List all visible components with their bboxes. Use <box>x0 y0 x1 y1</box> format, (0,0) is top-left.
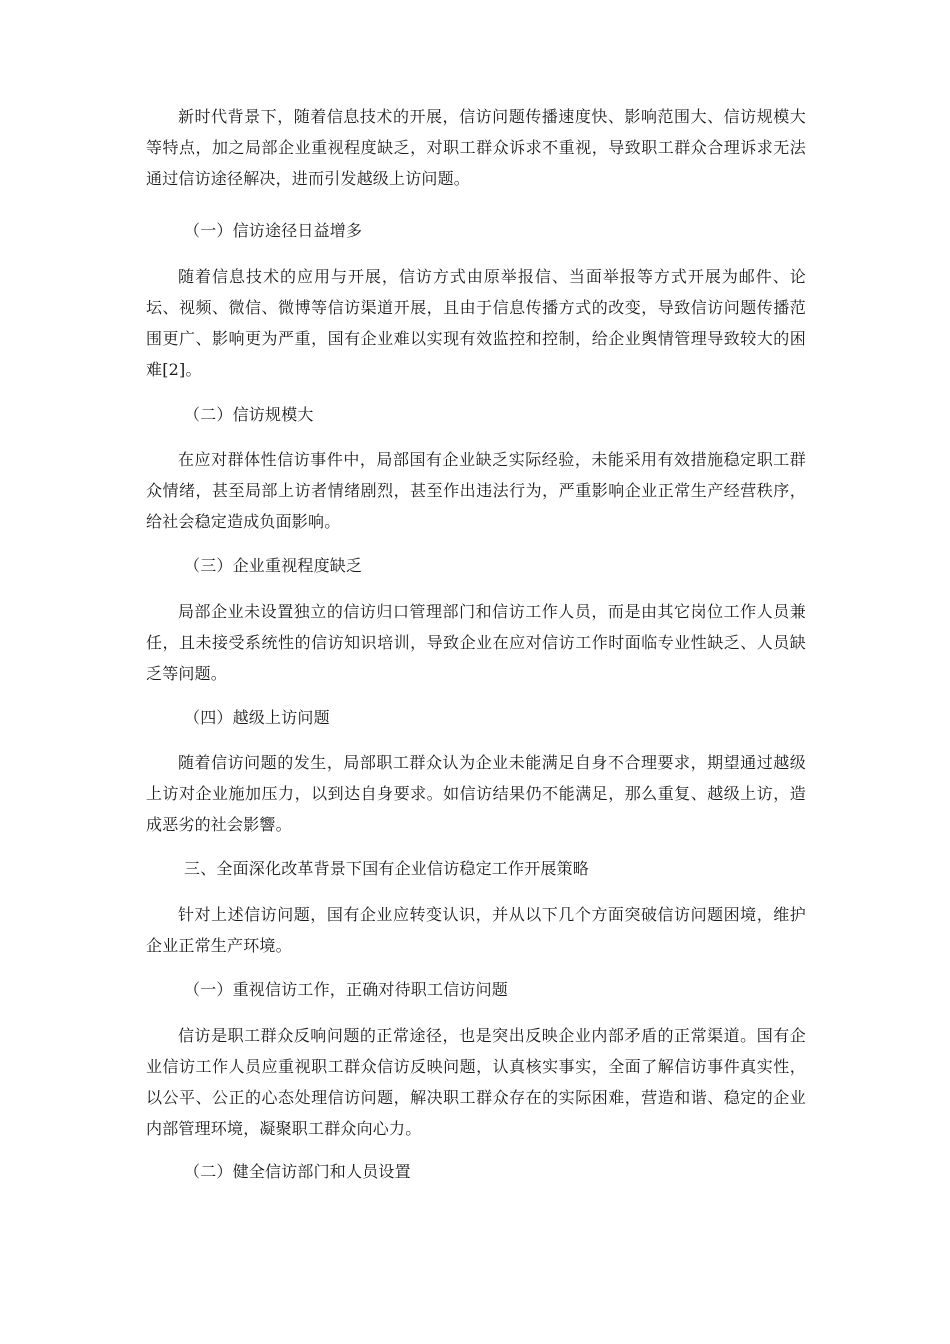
paragraph-leapfrog-petition: 随着信访问题的发生，局部职工群众认为企业未能满足自身不合理要求，期望通过越级上访对企业施加压力，以到达自身要求。如信访结果仍不能满足，那么重复、越级上访，造成恶劣的社会影響。 <box>146 753 806 834</box>
section-heading-strategies: 三、全面深化改革背景下国有企业信访稳定工作开展策略 <box>184 859 590 878</box>
paragraph-value-petition-work: 信访是职工群众反响问题的正常途径，也是突出反映企业内部矛盾的正常渠道。国有企业信访工作人员应重视职工群众信访反映问题，认真核实事实，全面了解信访事件真实性，以公平、公正的心态处理信访问题，解决职工群众存在的实际困难，营造和谐、稳定的企业内部管理环境，凝聚职工群众向心力。 <box>146 1026 806 1138</box>
paragraph-channels-increase: 随着信息技术的应用与开展，信访方式由原举报信、当面举报等方式开展为邮件、论坛、视频、微信、微博等信访渠道开展，且由于信息传播方式的改变，导致信访问题传播范围更广、影响更为严重，国有企业难以实现有效监控和控制，给企业舆情管理导致较大的困难[2]。 <box>146 267 806 379</box>
paragraph-large-scale: 在应对群体性信访事件中，局部国有企业缺乏实际经验，未能采用有效措施稳定职工群众情绪，甚至局部上访者情绪剧烈，甚至作出违法行为，严重影响企业正常生产经营秩序，给社会稳定造成负面影响。 <box>146 450 806 531</box>
heading-channels-increase: （一）信访途径日益增多 <box>184 221 363 240</box>
heading-leapfrog-petition: （四）越级上访问题 <box>184 708 330 727</box>
heading-large-scale: （二）信访规模大 <box>184 405 314 424</box>
paragraph-strategies-intro: 针对上述信访问题，国有企业应转变认识，并从以下几个方面突破信访问题困境，维护企业正常生产环境。 <box>146 905 806 955</box>
paragraph-insufficient-attention: 局部企业未设置独立的信访归口管理部门和信访工作人员，而是由其它岗位工作人员兼任，且未接受系统性的信访知识培训，导致企业在应对信访工作时面临专业性缺乏、人员缺乏等问题。 <box>146 602 806 683</box>
heading-value-petition-work: （一）重视信访工作，正确对待职工信访问题 <box>184 980 509 999</box>
heading-insufficient-attention: （三）企业重视程度缺乏 <box>184 556 363 575</box>
paragraph-background: 新时代背景下，随着信息技术的开展，信访问题传播速度快、影响范围大、信访规模大等特点，加之局部企业重视程度缺乏，对职工群众诉求不重视，导致职工群众合理诉求无法通过信访途径解决，进而引发越级上访问题。 <box>146 107 806 188</box>
heading-departments-staffing: （二）健全信访部门和人员设置 <box>184 1162 411 1181</box>
